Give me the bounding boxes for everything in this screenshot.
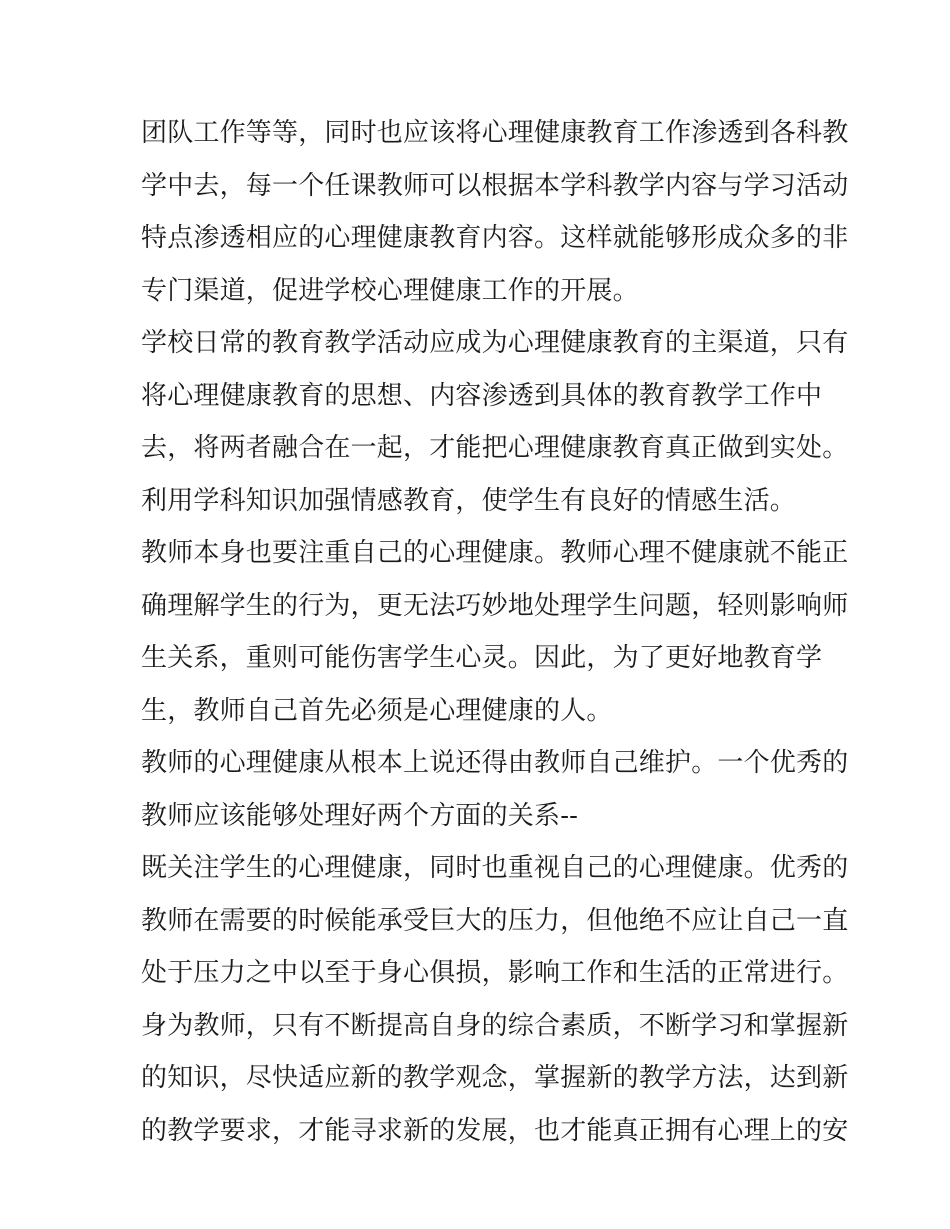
text-line: 学校日常的教育教学活动应成为心理健康教育的主渠道，只有 xyxy=(141,328,849,358)
text-line: 处于压力之中以至于身心俱损，影响工作和生活的正常进行。 xyxy=(141,958,849,988)
text-line: 团队工作等等，同时也应该将心理健康教育工作渗透到各科教 xyxy=(141,118,849,148)
text-line: 利用学科知识加强情感教育，使学生有良好的情感生活。 xyxy=(141,485,797,516)
text-line: 教师的心理健康从根本上说还得由教师自己维护。一个优秀的 xyxy=(141,748,849,778)
text-line: 学中去，每一个任课教师可以根据本学科教学内容与学习活动 xyxy=(141,170,849,201)
text-line: 生关系，重则可能伤害学生心灵。因此，为了更好地教育学 xyxy=(141,643,823,673)
text-line: 教师应该能够处理好两个方面的关系-- xyxy=(141,800,579,831)
text-line: 教师本身也要注重自己的心理健康。教师心理不健康就不能正 xyxy=(141,538,849,568)
text-line: 既关注学生的心理健康，同时也重视自己的心理健康。优秀的 xyxy=(141,853,849,883)
text-line: 去，将两者融合在一起，才能把心理健康教育真正做到实处。 xyxy=(141,433,849,463)
text-line: 确理解学生的行为，更无法巧妙地处理学生问题，轻则影响师 xyxy=(141,590,849,621)
text-line: 特点渗透相应的心理健康教育内容。这样就能够形成众多的非 xyxy=(141,223,849,253)
body-text xyxy=(141,107,849,1157)
text-line: 专门渠道，促进学校心理健康工作的开展。 xyxy=(141,275,639,306)
text-line: 生，教师自己首先必须是心理健康的人。 xyxy=(141,695,613,726)
text-line: 身为教师，只有不断提高自身的综合素质，不断学习和掌握新 xyxy=(141,1010,849,1041)
text-line: 将心理健康教育的思想、内容渗透到具体的教育教学工作中 xyxy=(141,380,823,411)
text-line: 教师在需要的时候能承受巨大的压力，但他绝不应让自己一直 xyxy=(141,905,849,936)
text-line: 的知识，尽快适应新的教学观念，掌握新的教学方法，达到新 xyxy=(141,1063,849,1093)
text-line: 的教学要求，才能寻求新的发展，也才能真正拥有心理上的安 xyxy=(141,1115,849,1146)
